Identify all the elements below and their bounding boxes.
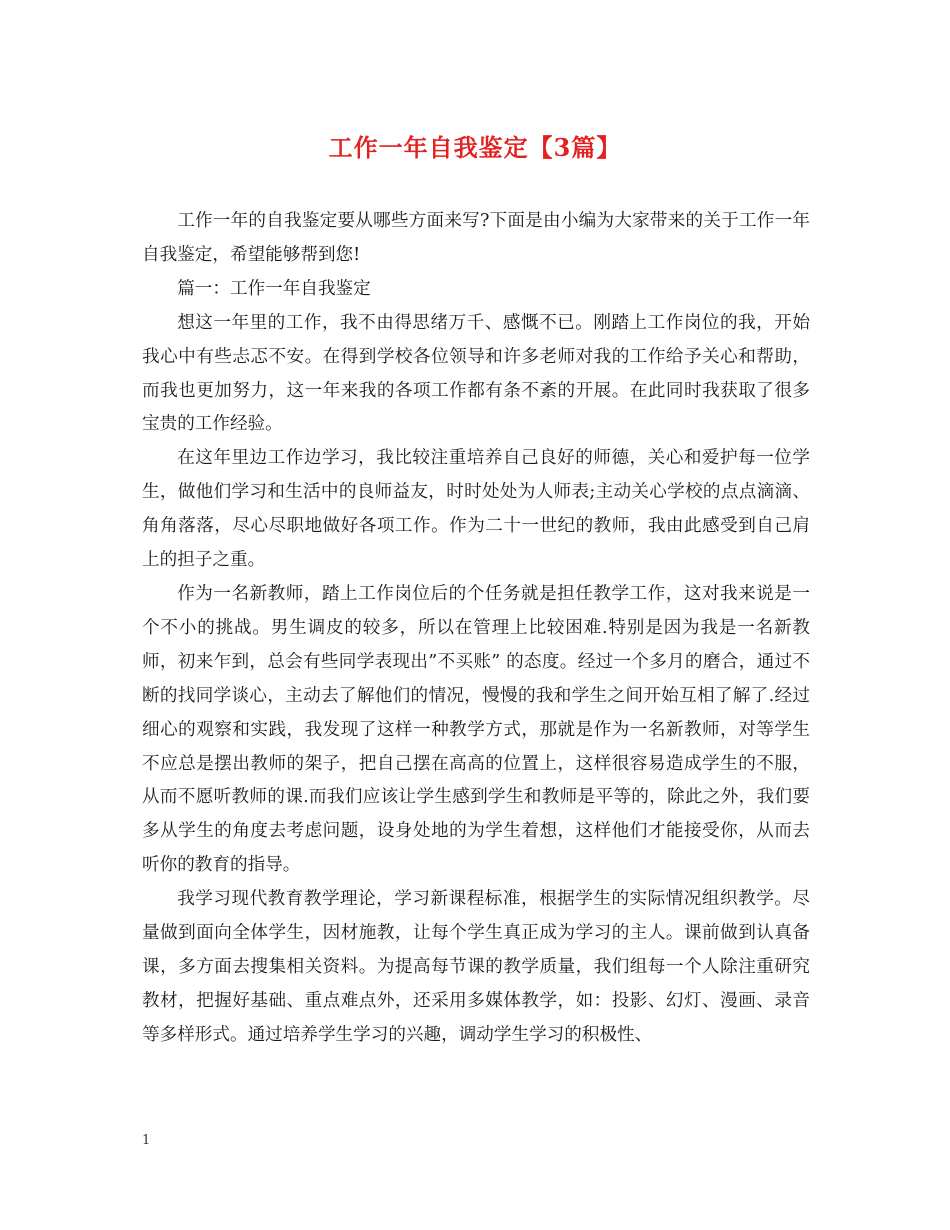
- intro-paragraph: 工作一年的自我鉴定要从哪些方面来写?下面是由小编为大家带来的关于工作一年自我鉴定，希望能够帮到您!: [142, 211, 810, 265]
- document-body: [142, 205, 810, 1053]
- document-title: 工作一年自我鉴定【3篇】: [328, 133, 622, 162]
- body-paragraph-2: 在这年里边工作边学习，我比较注重培养自己良好的师德，关心和爱护每一位学生，做他们学习和生活中的良师益友，时时处处为人师表;主动关心学校的点点滴滴、角角落落，尽心尽职地做好各项工作。作为二十一世纪的教师，我由此感受到自己肩上的担子之重。: [142, 448, 810, 571]
- body-paragraph-3: 作为一名新教师，踏上工作岗位后的个任务就是担任教学工作，这对我来说是一个不小的挑战。男生调皮的较多，所以在管理上比较困难.特别是因为我是一名新教师，初来乍到，总会有些同学表现出”不买账” 的态度。经过一个多月的磨合，通过不断的找同学谈心，主动去了解他们的情况，慢慢的我和学生之间开始互相了解了.经过细心的观察和实践，我发现了这样一种教学方式，那就是作为一名新教师，对等学生不应总是摆出教师的架子，把自己摆在高高的位置上，这样很容易造成学生的不服，从而不愿听教师的课.而我们应该让学生感到学生和教师是平等的，除此之外，我们要多从学生的角度去考虑问题，设身处地的为学生着想，这样他们才能接受你，从而去听你的教育的指导。: [142, 583, 810, 876]
- body-paragraph-4: 我学习现代教育教学理论，学习新课程标准，根据学生的实际情况组织教学。尽量做到面向全体学生，因材施教，让每个学生真正成为学习的主人。课前做到认真备课，多方面去搜集相关资料。为提高每节课的教学质量，我们组每一个人除注重研究教材，把握好基础、重点难点外，还采用多媒体教学，如：投影、幻灯、漫画、录音等多样形式。通过培养学生学习的兴趣，调动学生学习的积极性、: [142, 889, 810, 1045]
- body-paragraph-1: 想这一年里的工作，我不由得思绪万千、感慨不已。刚踏上工作岗位的我，开始我心中有些忐忑不安。在得到学校各位领导和许多老师对我的工作给予关心和帮助，而我也更加努力，这一年来我的各项工作都有条不紊的开展。在此同时我获取了很多宝贵的工作经验。: [142, 312, 810, 435]
- page-number: 1: [142, 1133, 151, 1148]
- section-heading: 篇一：工作一年自我鉴定: [177, 278, 371, 299]
